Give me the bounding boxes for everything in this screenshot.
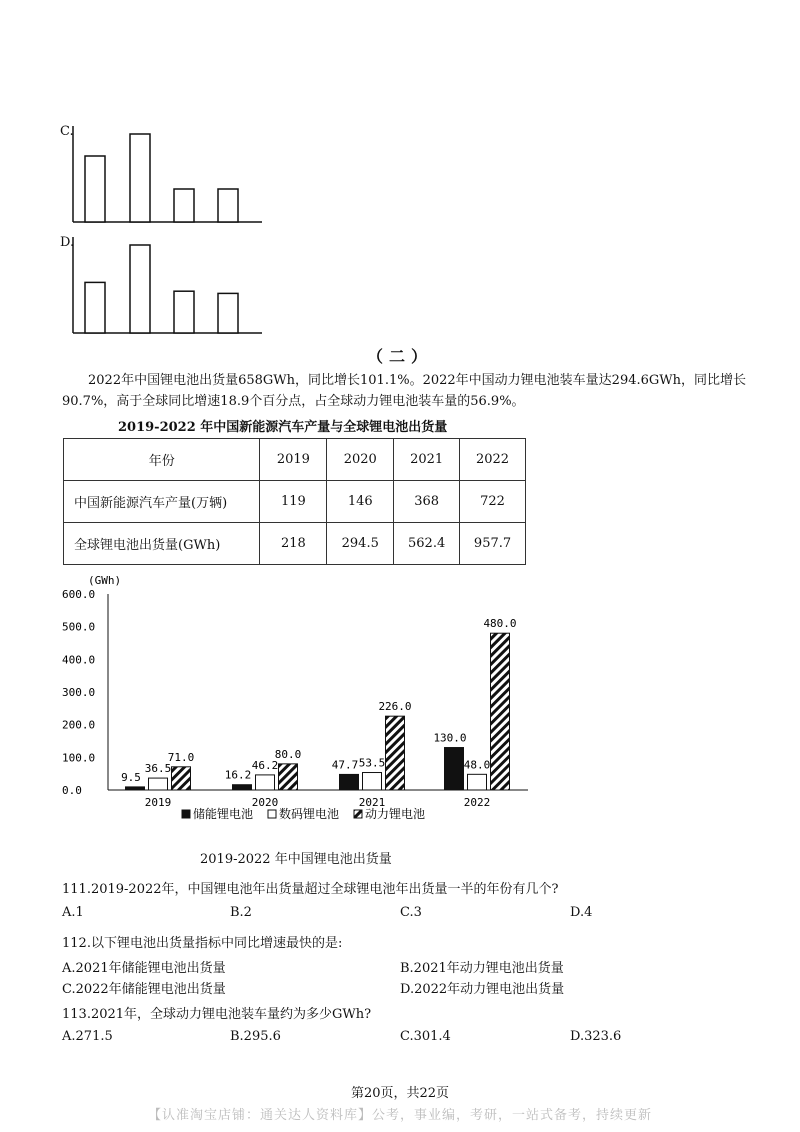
- table-cell: 562.4: [394, 523, 460, 565]
- small-chart-bar: [85, 156, 105, 222]
- legend-swatch: [354, 810, 362, 818]
- q111-option-b[interactable]: B.2: [230, 905, 252, 920]
- y-axis-unit-label: (GWh): [88, 574, 122, 587]
- page-number: 第20页，共22页: [350, 1086, 450, 1101]
- table-row: [64, 481, 526, 523]
- digital-battery-bar: [468, 774, 487, 790]
- data-table: [63, 438, 526, 565]
- question-111: 111.2019-2022年，中国锂电池年出货量超过全球锂电池年出货量一半的年份有几个?: [62, 882, 559, 897]
- bar-data-label: 130.0: [433, 731, 467, 745]
- section-paragraph: 2022年中国锂电池出货量658GWh，同比增长101.1%。2022年中国动力锂电池装车量达294.6GWh，同比增长90.7%，高于全球同比增速18.9个百分点，占全球动力锂电池装车量的56.9%。: [62, 373, 747, 409]
- q112-option-c[interactable]: C.2022年储能锂电池出货量: [62, 982, 226, 997]
- q112-option-b[interactable]: B.2021年动力锂电池出货量: [400, 961, 564, 976]
- table-cell: 119: [260, 481, 327, 523]
- small-chart-bar: [218, 189, 238, 222]
- bar-data-label: 9.5: [121, 770, 141, 784]
- table-title: 2019-2022 年中国新能源汽车产量与全球锂电池出货量: [118, 420, 448, 435]
- bar-data-label: 48.0: [463, 758, 491, 772]
- bar-data-label: 36.5: [144, 762, 172, 776]
- q112-option-d[interactable]: D.2022年动力锂电池出货量: [400, 982, 565, 997]
- x-tick-label: 2022: [463, 796, 491, 809]
- table-header-row: [64, 439, 526, 481]
- legend-swatch: [268, 810, 276, 818]
- y-tick-label: 300.0: [62, 686, 96, 699]
- table-header-cell: 2020: [327, 439, 394, 481]
- power-battery-bar: [172, 767, 191, 790]
- small-chart-bar: [174, 189, 194, 222]
- table-header-cell: 2021: [394, 439, 460, 481]
- y-tick-label: 100.0: [62, 751, 96, 765]
- y-tick-label: 400.0: [62, 653, 96, 667]
- y-tick-label: 0.0: [62, 784, 82, 797]
- digital-battery-bar: [256, 775, 275, 790]
- power-battery-bar: [491, 633, 510, 790]
- q111-option-a[interactable]: A.1: [62, 905, 84, 920]
- q113-option-d[interactable]: D.323.6: [570, 1029, 622, 1044]
- table-cell: 294.5: [327, 523, 394, 565]
- option-c-label: C.: [60, 124, 74, 139]
- option-d-chart: [72, 235, 272, 337]
- q111-option-d[interactable]: D.4: [570, 905, 593, 920]
- power-battery-bar: [279, 764, 298, 790]
- legend-label: 储能锂电池: [193, 807, 254, 821]
- table-cell: 146: [327, 481, 394, 523]
- table-header-cell: 2022: [460, 439, 526, 481]
- q113-option-c[interactable]: C.301.4: [400, 1029, 451, 1044]
- small-chart-bar: [130, 245, 150, 333]
- table-cell: 中国新能源汽车产量(万辆): [64, 481, 260, 523]
- small-chart-bar: [174, 291, 194, 333]
- table-cell: 957.7: [460, 523, 526, 565]
- power-battery-bar: [386, 716, 405, 790]
- y-tick-label: 600.0: [62, 588, 96, 601]
- watermark-text: 【认准淘宝店铺：通关达人资料库】公考，事业编，考研，一站式备考，持续更新: [147, 1108, 652, 1123]
- legend-label: 数码锂电池: [279, 807, 340, 821]
- option-d-label: D.: [60, 235, 75, 250]
- table-header-cell: 2019: [260, 439, 327, 481]
- storage-battery-bar: [340, 774, 359, 790]
- x-tick-label: 2021: [358, 796, 386, 809]
- bar-data-label: 47.7: [331, 758, 359, 772]
- storage-battery-bar: [445, 748, 464, 790]
- bar-data-label: 16.2: [224, 768, 252, 782]
- y-tick-label: 200.0: [62, 718, 96, 732]
- q113-option-a[interactable]: A.271.5: [62, 1029, 113, 1044]
- digital-battery-bar: [363, 773, 382, 790]
- bar-data-label: 46.2: [251, 758, 279, 772]
- small-chart-bar: [85, 282, 105, 333]
- question-113: 113.2021年，全球动力锂电池装车量约为多少GWh?: [62, 1007, 372, 1022]
- table-cell: 全球锂电池出货量(GWh): [64, 523, 260, 565]
- bar-data-label: 480.0: [483, 617, 517, 631]
- legend-label: 动力锂电池: [365, 807, 426, 821]
- bar-data-label: 71.0: [167, 750, 195, 764]
- bar-data-label: 80.0: [274, 747, 302, 761]
- table-row: [64, 523, 526, 565]
- legend-swatch: [182, 810, 190, 818]
- q112-option-a[interactable]: A.2021年储能锂电池出货量: [62, 961, 226, 976]
- x-tick-label: 2020: [251, 796, 279, 809]
- table-cell: 218: [260, 523, 327, 565]
- small-chart-bar: [218, 293, 238, 333]
- y-tick-label: 500.0: [62, 620, 96, 634]
- section-title: （二）: [366, 347, 433, 366]
- x-tick-label: 2019: [144, 796, 172, 809]
- bar-data-label: 53.5: [358, 756, 386, 770]
- table-cell: 722: [460, 481, 526, 523]
- storage-battery-bar: [233, 785, 252, 790]
- digital-battery-bar: [149, 778, 168, 790]
- bar-chart: [40, 570, 540, 835]
- q111-option-c[interactable]: C.3: [400, 905, 422, 920]
- table-cell: 368: [394, 481, 460, 523]
- q113-option-b[interactable]: B.295.6: [230, 1029, 281, 1044]
- storage-battery-bar: [126, 787, 145, 790]
- question-112: 112.以下锂电池出货量指标中同比增速最快的是:: [62, 936, 343, 951]
- bar-data-label: 226.0: [378, 700, 412, 714]
- table-header-cell: 年份: [64, 439, 260, 481]
- small-chart-bar: [130, 134, 150, 222]
- chart-title: 2019-2022 年中国锂电池出货量: [200, 852, 392, 867]
- option-c-chart: [72, 124, 272, 226]
